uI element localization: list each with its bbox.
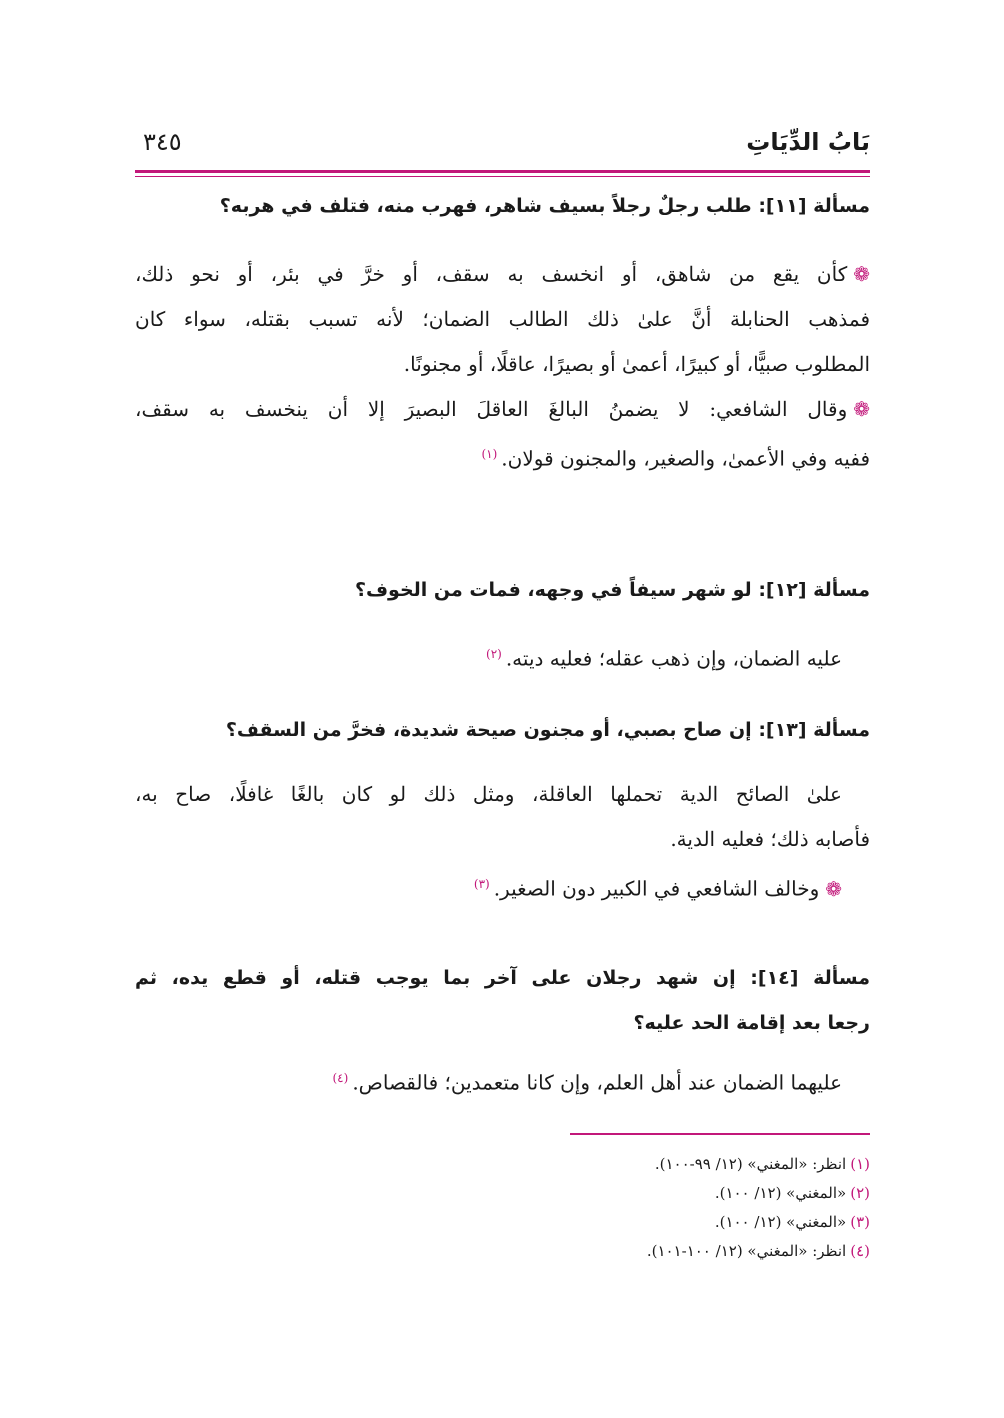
flower-icon: ❁ xyxy=(853,397,870,421)
question-heading xyxy=(135,708,870,753)
question-text: لو شهر سيفاً في وجهه، فمات من الخوف؟ xyxy=(354,579,752,601)
footnote: (٢)«المغني» (١٢/ ١٠٠). xyxy=(714,1184,870,1202)
flower-icon: ❁ xyxy=(825,876,842,901)
question-heading xyxy=(135,956,870,1001)
paragraph-line: ففيه وفي الأعمىٰ، والصغير، والمجنون قولان.$^{(١)}$ xyxy=(481,446,870,471)
question-heading-continued: رجعا بعد إقامة الحد عليه؟ xyxy=(633,1012,870,1034)
footnote-ref[interactable]: (١) xyxy=(481,447,498,461)
paragraph-line: عليه الضمان، وإن ذهب عقله؛ فعليه ديته.$^{(٢)}$ xyxy=(486,646,842,671)
page-number: ٣٤٥ xyxy=(143,128,182,156)
footnote: (٤)انظر: «المغني» (١٢/ ١٠٠-١٠١). xyxy=(646,1242,870,1260)
flower-icon: ❁ xyxy=(853,262,870,286)
footnote-ref[interactable]: (٢) xyxy=(486,647,502,661)
header-rule-thin xyxy=(135,176,870,177)
answer-12 xyxy=(135,632,870,682)
paragraph-line: فمذهب الحنابلة أنَّ علىٰ ذلك الطالب الضمان؛ لأنه تسبب بقتله، سواء كان xyxy=(135,307,870,331)
footnote-ref[interactable]: (٣) xyxy=(473,877,490,891)
paragraph-line: ❁وقال الشافعي: لا يضمنُ البالغَ العاقلَ البصيرَ إلا أن ينخسف به سقف، xyxy=(135,397,870,421)
footnote: (٣)«المغني» (١٢/ ١٠٠). xyxy=(714,1213,870,1231)
footnote-separator xyxy=(570,1133,870,1135)
question-text: إن شهد رجلان على آخر بما يوجب قتله، أو قطع يده، ثم xyxy=(135,967,736,989)
paragraph-line: ❁وخالف الشافعي في الكبير دون الصغير.$^{(٣)}$ xyxy=(473,876,842,901)
question-11 xyxy=(135,184,870,229)
question-12 xyxy=(135,568,870,613)
header-rule-thick xyxy=(135,170,870,173)
paragraph-line: علىٰ الصائح الدية تحملها العاقلة، ومثل ذلك لو كان بالغًا غافلًا، صاح به، xyxy=(135,782,842,806)
question-text: طلب رجلٌ رجلاً بسيف شاهر، فهرب منه، فتلف في هربه؟ xyxy=(219,195,752,217)
question-13 xyxy=(135,708,870,753)
paragraph-line: فأصابه ذلك؛ فعليه الدية. xyxy=(670,827,870,851)
question-label: مسألة [١٢]: xyxy=(758,579,870,601)
footnote-ref[interactable]: (٤) xyxy=(332,1071,349,1085)
answer-11 xyxy=(135,252,870,482)
page-header xyxy=(135,128,870,168)
paragraph-line: المطلوب صبيًّا، أو كبيرًا، أعمىٰ أو بصيرًا، عاقلًا، أو مجنونًا. xyxy=(403,352,870,376)
question-heading xyxy=(135,184,870,229)
question-label: مسألة [١١]: xyxy=(758,195,870,217)
question-label: مسألة [١٣]: xyxy=(758,719,870,741)
footnote: (١)انظر: «المغني» (١٢/ ٩٩-١٠٠). xyxy=(654,1155,870,1173)
paragraph-line: عليهما الضمان عند أهل العلم، وإن كانا متعمدين؛ فالقصاص.$^{(٤)}$ xyxy=(332,1070,842,1095)
answer-14 xyxy=(135,1056,870,1106)
footnotes xyxy=(135,1150,870,1266)
question-14 xyxy=(135,956,870,1046)
question-heading xyxy=(135,568,870,613)
paragraph-line: ❁كأن يقع من شاهق، أو انخسف به سقف، أو خرَّ في بئر، أو نحو ذلك، xyxy=(135,262,870,286)
page xyxy=(135,0,870,1418)
question-label: مسألة [١٤]: xyxy=(750,967,870,989)
chapter-title: بَابُ الدِّيَاتِ xyxy=(746,128,870,156)
question-text: إن صاح بصبي، أو مجنون صيحة شديدة، فخرَّ من السقف؟ xyxy=(225,719,752,741)
answer-13 xyxy=(135,772,870,912)
